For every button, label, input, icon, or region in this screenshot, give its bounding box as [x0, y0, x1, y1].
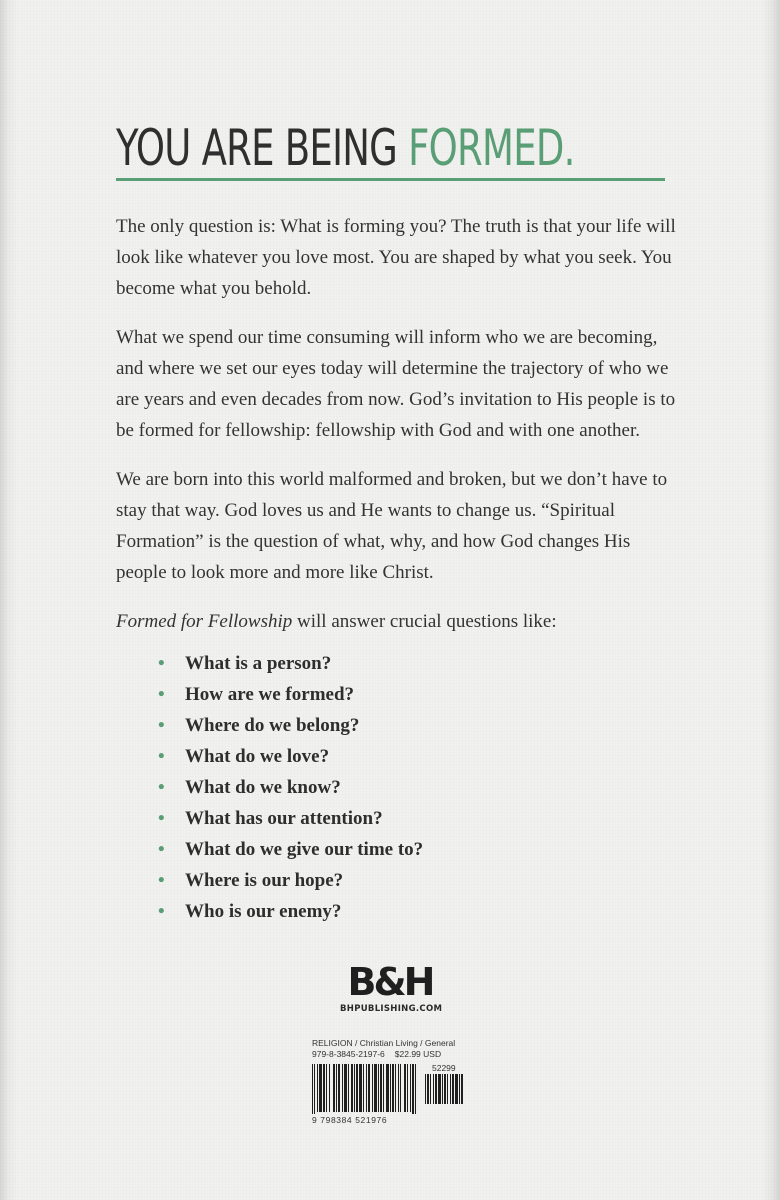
book-title: Formed for Fellowship: [116, 611, 293, 632]
barcode-bar: [427, 1074, 429, 1104]
question-text: Where do we belong?: [185, 715, 360, 736]
publisher-logo-mark: B&H: [347, 960, 433, 1004]
barcode-addon-number: 52299: [432, 1063, 456, 1073]
blurb-paragraph: The only question is: What is forming you? The truth is that your life will look like whatever you love most. You are shaped by what you seek. You become what you behold.: [116, 216, 676, 299]
barcode-bar: [430, 1074, 431, 1104]
price: $22.99 USD: [394, 1049, 442, 1059]
list-item: [158, 772, 423, 803]
barcode-bar: [415, 1064, 416, 1114]
barcode-bar: [407, 1064, 408, 1112]
list-item: [158, 834, 423, 865]
barcode-block: [312, 1038, 482, 1124]
question-text: Who is our enemy?: [185, 901, 342, 922]
barcode-bar: [342, 1064, 343, 1112]
barcode-bar: [374, 1064, 377, 1112]
headline-main: YOU ARE BEING: [116, 119, 409, 177]
bullet-icon: •: [158, 777, 165, 798]
barcode-bar: [317, 1064, 318, 1112]
barcode-bar: [390, 1064, 391, 1112]
question-text: How are we formed?: [185, 684, 355, 705]
barcode-addon-bars-icon: [425, 1074, 477, 1114]
category-line: RELIGION / Christian Living / General: [312, 1038, 456, 1048]
question-text: What has our attention?: [185, 808, 383, 829]
barcode-bar: [312, 1064, 313, 1114]
barcode-bar: [344, 1064, 347, 1112]
list-item: [158, 648, 423, 679]
barcode-bar: [444, 1074, 446, 1104]
barcode-bar: [359, 1064, 362, 1112]
barcode-bar: [338, 1064, 340, 1112]
barcode-bar: [398, 1064, 399, 1112]
headline: [116, 118, 575, 178]
question-text: Where is our hope?: [185, 870, 344, 891]
barcode-bars-icon: [312, 1064, 420, 1114]
barcode-bar: [333, 1064, 335, 1112]
barcode-bar: [356, 1064, 358, 1112]
headline-accent: FORMED.: [408, 119, 575, 177]
barcode-bar: [395, 1064, 396, 1112]
publisher-url: BHPUBLISHING.COM: [340, 1004, 443, 1014]
barcode-bar: [386, 1064, 389, 1112]
barcode-bar: [336, 1064, 337, 1112]
barcode-bar: [404, 1064, 406, 1112]
barcode-bar: [380, 1064, 382, 1112]
bullet-icon: •: [158, 839, 165, 860]
blurb: [116, 211, 676, 655]
barcode-bar: [442, 1074, 443, 1104]
list-item: [158, 710, 423, 741]
barcode-bar: [392, 1064, 394, 1112]
barcode-bar: [461, 1074, 463, 1104]
bullet-icon: •: [158, 653, 165, 674]
question-text: What do we love?: [185, 746, 330, 767]
barcode-bar: [351, 1064, 353, 1112]
barcode-bar: [400, 1064, 401, 1112]
blurb-paragraph: What we spend our time consuming will inform who we are becoming, and where we set our eyes today will determine the trajectory of who we are years and even decades from now. God’s invitation to His people is to be formed for fellowship: fellowship with God and with one another.: [116, 327, 676, 441]
bullet-icon: •: [158, 901, 165, 922]
barcode-bar: [412, 1064, 414, 1114]
barcode-bar: [329, 1064, 330, 1112]
barcode-bar: [438, 1074, 441, 1104]
barcode-bar: [435, 1074, 437, 1104]
barcode-bar: [366, 1064, 367, 1112]
list-item: [158, 679, 423, 710]
barcode-bar: [348, 1064, 349, 1112]
list-item: [158, 865, 423, 896]
barcode-bar: [459, 1074, 460, 1104]
bullet-icon: •: [158, 746, 165, 767]
headline-divider: [116, 178, 665, 181]
blurb-paragraph: We are born into this world malformed and broken, but we don’t have to stay that way. God loves us and He wants to change us. “Spiritual Formation” is the question of what, why, and how God changes His people to look more and more like Christ.: [116, 469, 668, 583]
questions-intro: [116, 606, 676, 637]
isbn: 979-8-3845-2197-6: [312, 1049, 385, 1059]
barcode-bar: [378, 1064, 379, 1112]
bullet-icon: •: [158, 870, 165, 891]
bullet-icon: •: [158, 808, 165, 829]
barcode-bar: [425, 1074, 426, 1104]
barcode-bar: [372, 1064, 373, 1112]
questions-intro-text: will answer crucial questions like:: [292, 611, 557, 632]
barcode-bar: [319, 1064, 322, 1112]
barcode-bar: [383, 1064, 384, 1112]
barcode-bar: [447, 1074, 448, 1104]
bullet-icon: •: [158, 684, 165, 705]
isbn-price-line: [312, 1049, 482, 1060]
list-item: [158, 741, 423, 772]
barcode: [312, 1064, 482, 1124]
list-item: [158, 803, 423, 834]
barcode-bar: [314, 1064, 315, 1114]
barcode-digits: 9 798384 521976: [312, 1115, 388, 1125]
bullet-icon: •: [158, 715, 165, 736]
barcode-bar: [450, 1074, 451, 1104]
barcode-bar: [455, 1074, 458, 1104]
barcode-bar: [368, 1064, 370, 1112]
question-text: What do we give our time to?: [185, 839, 424, 860]
questions-list: [158, 648, 423, 927]
barcode-bar: [452, 1074, 454, 1104]
list-item: [158, 896, 423, 927]
publisher-logo: [340, 960, 443, 1014]
barcode-bar: [354, 1064, 355, 1112]
question-text: What do we know?: [185, 777, 341, 798]
barcode-bar: [326, 1064, 327, 1112]
barcode-bar: [323, 1064, 325, 1112]
barcode-bar: [363, 1064, 364, 1112]
barcode-bar: [410, 1064, 411, 1112]
barcode-bar: [433, 1074, 434, 1104]
question-text: What is a person?: [185, 653, 332, 674]
